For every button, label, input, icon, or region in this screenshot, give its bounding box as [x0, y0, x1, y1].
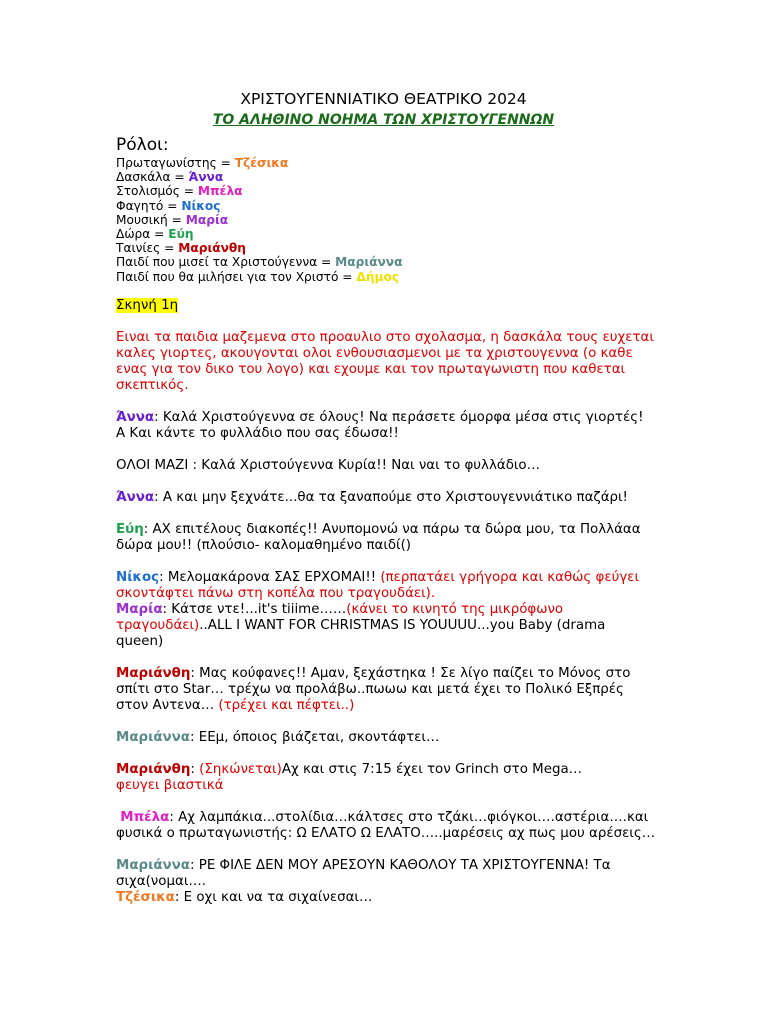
roles-list [116, 156, 656, 284]
dialogue-text: : [190, 761, 200, 777]
stage-direction: (τρέχει και πέφτει..) [218, 697, 355, 713]
role-actor-eui: Εύη [168, 227, 194, 242]
role-label: Μουσική = [116, 212, 186, 227]
dialogue-text: : Κάτσε ντε!...it's tiiime…… [162, 601, 347, 617]
speaker-marianthi: Μαριάνθη [116, 665, 191, 681]
scene-label: Σκηνή 1η [116, 297, 179, 313]
role-actor-anna: Άννα [188, 170, 224, 185]
dialogue-text: Αχ και στις 7:15 έχει τον Grinch στο Mega… [281, 761, 583, 777]
role-line [116, 270, 656, 284]
role-actor-marianna: Μαριάννα [335, 255, 403, 270]
dialogue-line [116, 410, 656, 426]
scene-heading [116, 298, 656, 314]
dialogue-line: ΟΛΟΙ ΜΑΖΙ : Καλά Χριστούγεννα Κυρία!! Ναι ναι το φυλλάδιο… [116, 457, 541, 473]
role-label: Παιδί που θα μιλήσει για τον Χριστό = [116, 269, 357, 284]
dialogue-line [116, 490, 656, 506]
role-actor-tzesika: Τζέσικα [234, 156, 289, 170]
stage-direction: φευγει βιαστικά [116, 777, 224, 793]
page-title: ΧΡΙΣΤΟΥΓΕΝΝΙΑΤΙΚΟ ΘΕΑΤΡΙΚΟ 2024 [240, 90, 527, 108]
role-actor-maria: Μαρία [185, 212, 229, 227]
dialogue-text: : Ε οχι και να τα σιχαίνεσαι… [174, 889, 373, 905]
dialogue-line [116, 570, 656, 602]
dialogue-text: : ΑΧ επιτέλους διακοπές!! Ανυπομονώ να πάρω τα δώρα μου, τα Πολλάαα δώρα μου!! (πλούσιο- καλομαθημένο παιδί() [116, 521, 641, 553]
dialogue-text: : ΡΕ ΦΙΛΕ ΔΕΝ ΜΟΥ ΑΡΕΣΟΥΝ ΚΑΘΟΛΟΥ ΤΑ ΧΡΙΣΤΟΥΓΕΝΝΑ! Τα σιχα(νομαι…. [116, 857, 611, 889]
stage-direction: (Σηκώνεται) [199, 761, 282, 777]
page-subtitle: ΤΟ ΑΛΗΘΙΝΟ ΝΟΗΜΑ ΤΩΝ ΧΡΙΣΤΟΥΓΕΝΝΩΝ [212, 112, 555, 128]
speaker-maria: Μαρία [116, 601, 163, 617]
speaker-anna: Άννα [116, 409, 155, 425]
dialogue-text: : Αχ λαμπάκια...στολίδια…κάλτσες στο τζάκι…φιόγκοι….αστέρια….και φυσικά ο πρωταγωνιστής: Ω ΕΛΑΤΟ Ω ΕΛΑΤΟ…..μαρέσεις αχ πως μου αρέσεις… [116, 809, 656, 841]
speaker-marianna: Μαριάννα [116, 857, 190, 873]
role-line [116, 213, 656, 227]
dialogue-line: Α Και κάντε το φυλλάδιο που σας έδωσα!! [116, 425, 399, 441]
role-line [116, 241, 656, 255]
speaker-eui: Εύη [116, 521, 144, 537]
speaker-nikos: Νίκος [116, 569, 160, 585]
speaker-bela: Μπέλα [120, 809, 170, 825]
role-line [116, 227, 656, 241]
dialogue-text: : ΕΕμ, όποιος βιάζεται, σκοντάφτει… [189, 729, 440, 745]
speaker-marianthi: Μαριάνθη [116, 761, 191, 777]
stage-direction: (κάνει το κινητό της μικρόφωνο τραγουδάει) [116, 601, 564, 633]
dialogue-line [116, 602, 656, 650]
role-label: Παιδί που μισεί τα Χριστούγεννα = [116, 255, 336, 270]
role-label: Στολισμός = [116, 184, 198, 199]
role-label: Ταινίες = [116, 241, 179, 256]
dialogue-text: ..ALL I WANT FOR CHRISTMAS IS YOUUUU...you Baby (drama queen) [116, 617, 606, 649]
role-label: Πρωταγωνίστης = [116, 156, 235, 170]
speaker-tzesika: Τζέσικα [116, 889, 175, 905]
role-label: Δασκάλα = [116, 170, 189, 185]
dialogue-line [116, 730, 656, 746]
stage-direction: (περπατάει γρήγορα και καθώς φεύγει σκοντάφτει πάνω στη κοπέλα που τραγουδάει). [116, 569, 640, 601]
dialogue-line [116, 522, 656, 554]
role-line [116, 255, 656, 269]
role-label: Φαγητό = [116, 198, 182, 213]
role-label: Δώρα = [116, 227, 169, 242]
speaker-anna: Άννα [116, 489, 155, 505]
role-actor-nikos: Νίκος [181, 198, 221, 213]
dialogue-line [116, 890, 656, 906]
roles-heading: Ρόλοι: [116, 135, 169, 155]
role-actor-dimos: Δήμος [356, 269, 400, 284]
dialogue-text: : Καλά Χριστούγεννα σε όλους! Να περάσετε όμορφα μέσα στις γιορτές! [154, 409, 644, 425]
speaker-marianna: Μαριάννα [116, 729, 190, 745]
document-content [116, 88, 656, 906]
dialogue-line [116, 858, 656, 890]
scene-intro: Ειναι τα παιδια μαζεμενα στο προαυλιο στο σχολασμα, η δασκάλα τους ευχεται καλες γιορτες, ακουγονται ολοι ενθουσιασμενοι με τα χριστουγεννα (ο καθε ενας για τον δικο του λογο) και εχουμε και τον πρωταγωνιστη που καθεται σκεπτικός. [116, 329, 654, 393]
role-line [116, 156, 656, 170]
dialogue-text: : Μελομακάρονα ΣΑΣ ΕΡΧΟΜΑΙ!! [159, 569, 381, 585]
role-actor-marianthi: Μαριάνθη [178, 241, 246, 256]
role-line [116, 170, 656, 184]
role-line [116, 199, 656, 213]
dialogue-text: : Α και μην ξεχνάτε...θα τα ξαναπούμε στο Χριστουγεννιάτικο παζάρι! [154, 489, 628, 505]
role-line [116, 184, 656, 198]
dialogue-line [116, 762, 656, 778]
dialogue-line [116, 666, 656, 714]
role-actor-bela: Μπέλα [197, 184, 243, 199]
dialogue-text: : Μας κούφανες!! Αμαν, ξεχάστηκα ! Σε λίγο παίζει το Μόνος στο σπίτι στο Star… τρέχω να προλάβω..πωωω και μετά έχει το Πολικό Εξπρές στον Αντενα… [116, 665, 631, 713]
dialogue-line [116, 810, 656, 842]
